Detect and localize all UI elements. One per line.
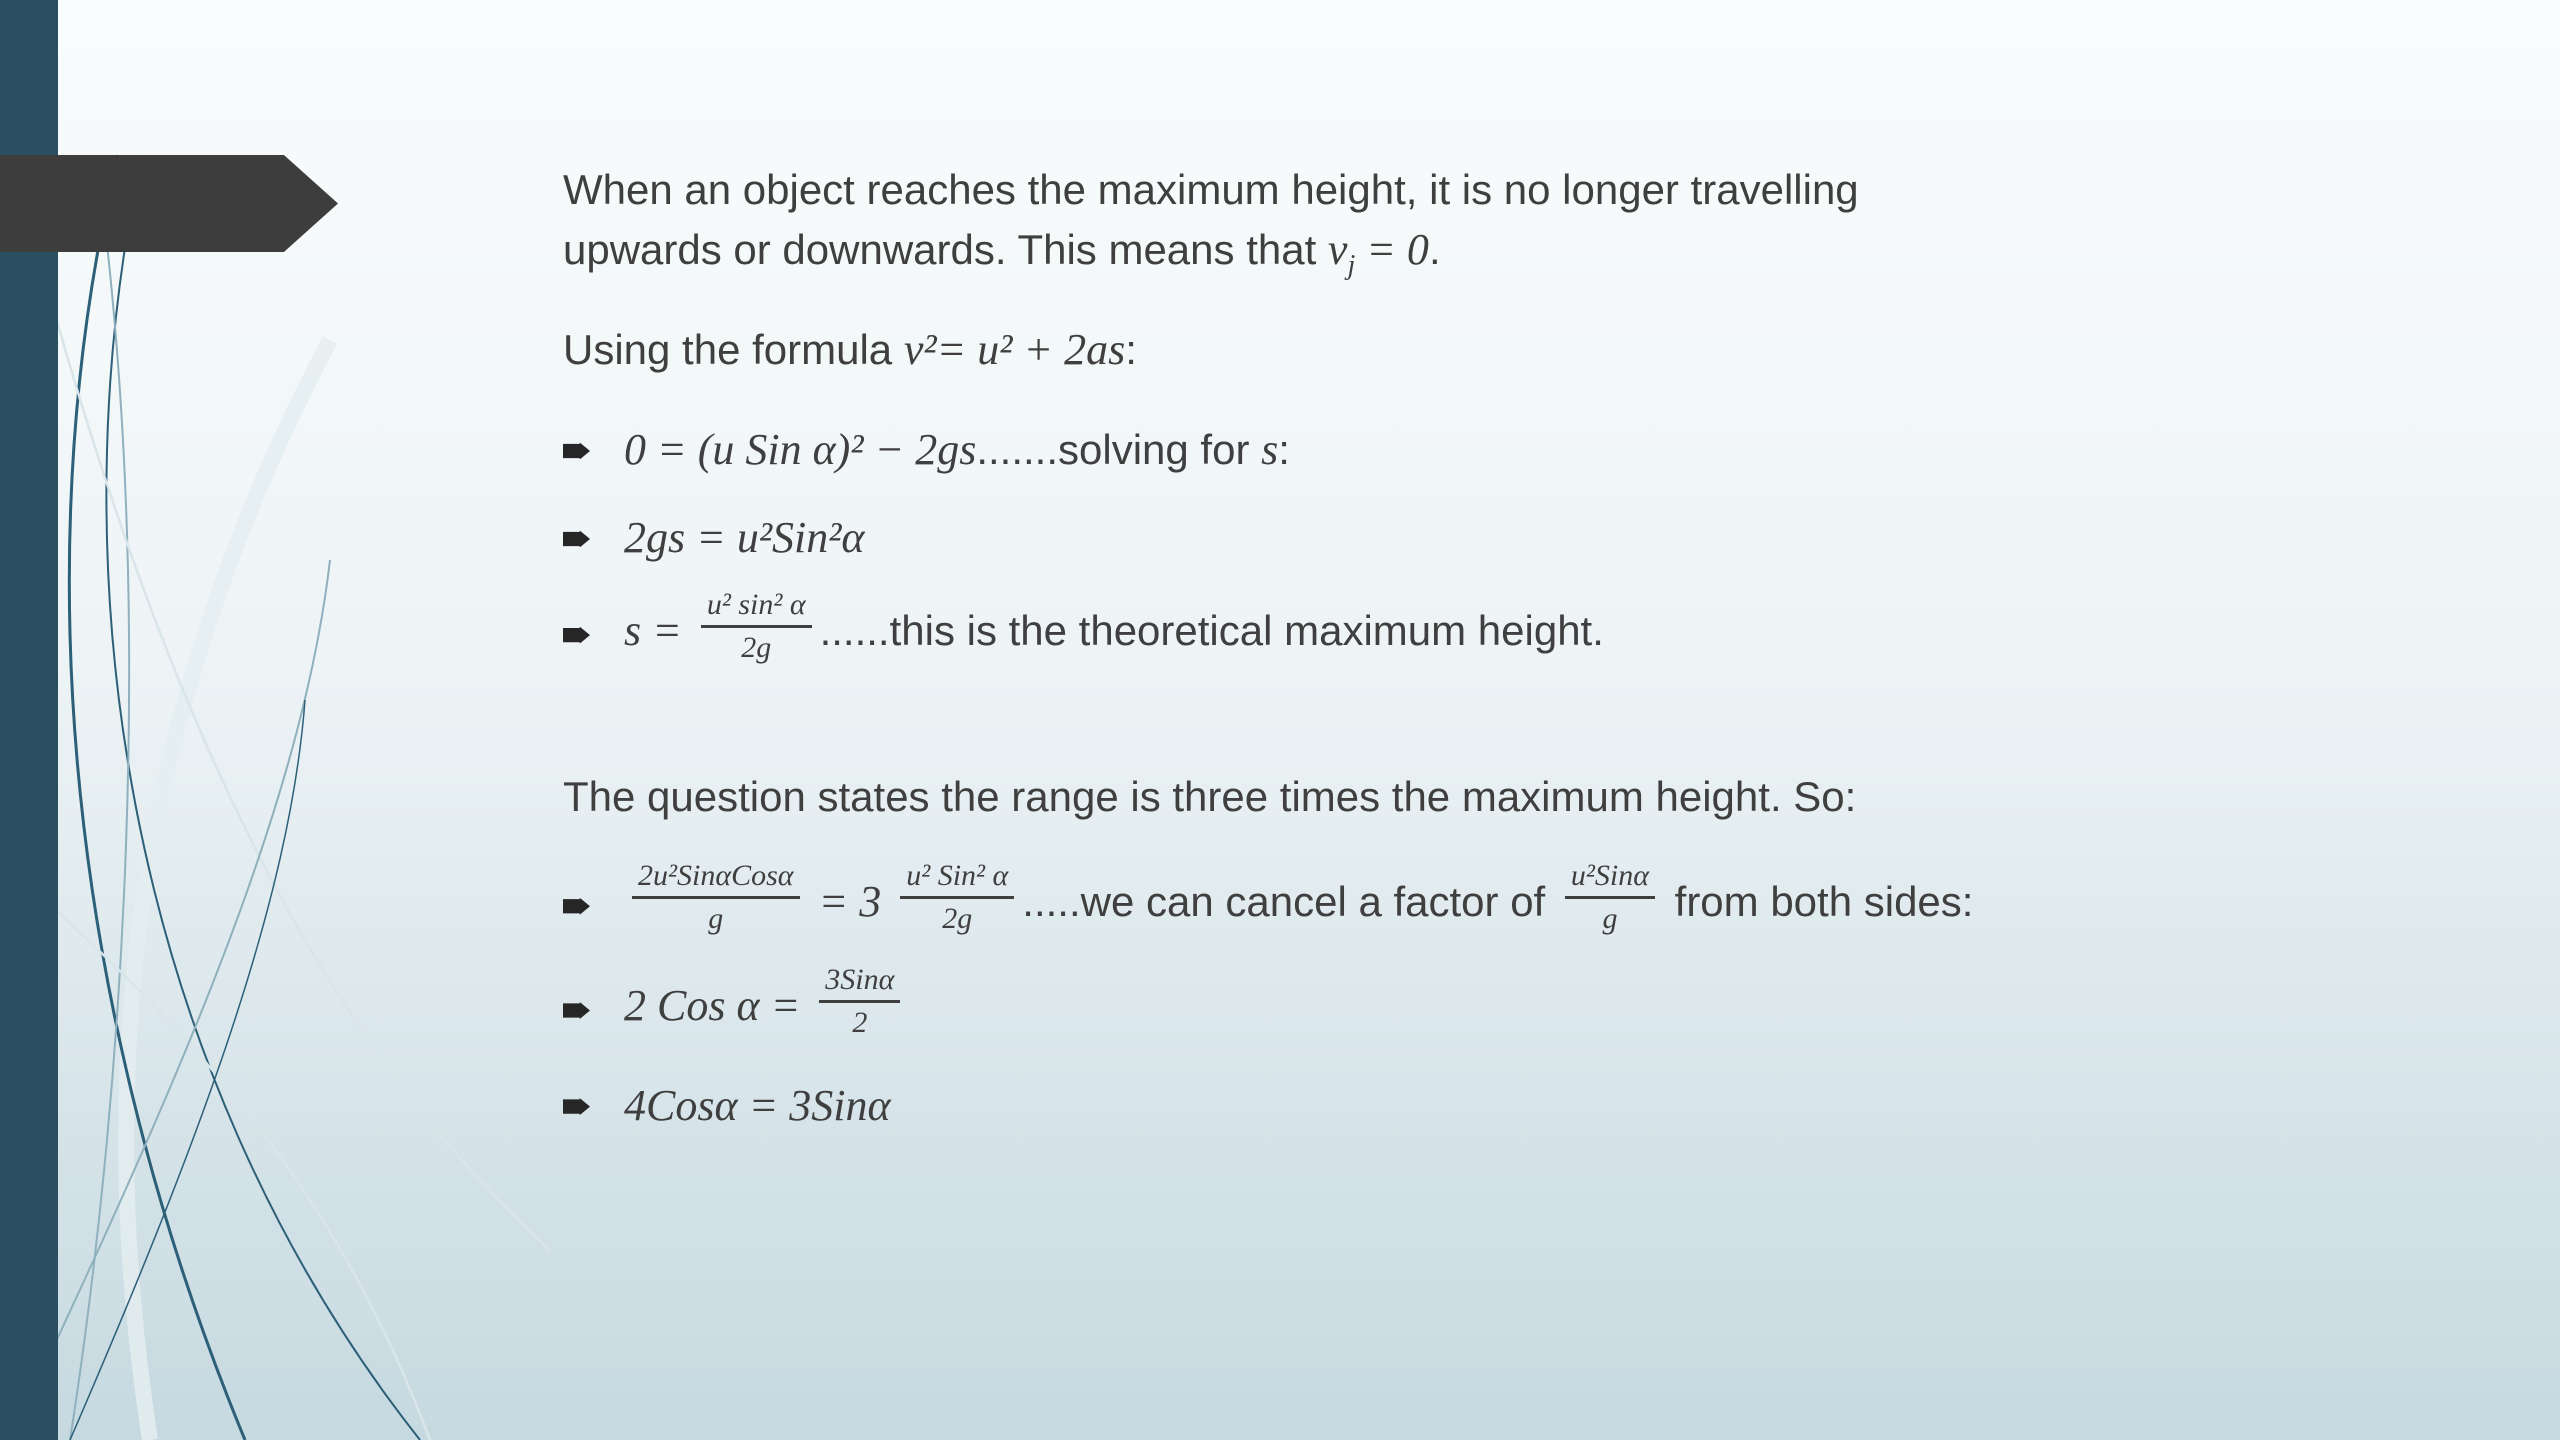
swirl-curve-5 [0, 860, 430, 1440]
fraction-numerator: u²Sinα [1565, 859, 1655, 899]
bullet-arrow-icon [563, 531, 590, 548]
plain-text: .....we can cancel a factor of [1022, 878, 1557, 926]
bullet-item [563, 859, 2503, 943]
math-subscript: j [1347, 250, 1356, 281]
plain-text: : [1125, 326, 1137, 373]
bullet-item [563, 508, 2503, 568]
bullet-text [624, 859, 1974, 943]
math-text: 0 = (u Sin α)² − 2gs [624, 425, 977, 474]
math-text: 4Cosα = 3Sinα [624, 1080, 891, 1130]
fraction [819, 963, 900, 1039]
math-text: = 3 [807, 877, 893, 927]
swirl-curve-6 [10, 560, 330, 1440]
fraction-numerator: 2u²SinαCosα [632, 859, 800, 899]
content-section [563, 767, 2503, 1135]
bullet-arrow-icon [563, 1098, 590, 1115]
math-text: 2 Cos α = [624, 981, 812, 1031]
plain-text: ......this is the theoretical maximum height. [819, 607, 1604, 655]
fraction [701, 588, 812, 664]
swirl-curve-4 [40, 260, 550, 1250]
fraction-denominator: g [1602, 901, 1618, 935]
plain-text: When an object reaches the maximum height, it is no longer travelling [563, 166, 1859, 213]
plain-text: from both sides: [1662, 878, 1974, 926]
bullet-item [563, 588, 2503, 672]
fraction-numerator: u² Sin² α [900, 859, 1014, 899]
plain-text: . [1428, 226, 1441, 273]
fraction [632, 859, 800, 935]
fraction-denominator: 2 [852, 1005, 868, 1039]
bullet-text [624, 588, 1604, 672]
fraction-numerator: 3Sinα [819, 963, 900, 1003]
fraction-denominator: 2g [942, 901, 973, 935]
content-section [563, 160, 2503, 672]
fraction-denominator: 2g [741, 630, 772, 664]
slide-content [563, 160, 2503, 1164]
plain-text: .......solving for [976, 426, 1262, 473]
bullet-text [624, 963, 908, 1047]
header-arrow-shape [0, 155, 338, 252]
plain-text: The question states the range is three times the maximum height. So: [563, 773, 1857, 821]
swirl-curve-1 [69, 155, 245, 1440]
bullet-text [624, 508, 865, 568]
bullet-arrow-icon [563, 898, 590, 915]
fraction-numerator: u² sin² α [701, 588, 812, 628]
bullet-text [624, 1076, 891, 1136]
paragraph [563, 767, 2503, 827]
math-text: v²= u² + 2as [903, 325, 1126, 374]
swirl-curve-7 [70, 700, 305, 1440]
math-text: s = [624, 606, 693, 656]
bullet-text [624, 420, 1290, 480]
bullet-arrow-icon [563, 627, 590, 644]
bullet-arrow-icon [563, 443, 590, 460]
fraction [1565, 859, 1655, 935]
paragraph [563, 320, 2503, 380]
math-text: s [1261, 425, 1279, 474]
plain-text: Using the formula [563, 326, 904, 373]
fraction [900, 859, 1014, 935]
plain-text: : [1278, 426, 1290, 473]
math-text: 2gs = u²Sin²α [624, 513, 865, 562]
bullet-item [563, 420, 2503, 480]
swirl-pale-band [126, 340, 330, 1440]
fraction-denominator: g [708, 901, 724, 935]
swirl-curve-3 [70, 155, 129, 1440]
math-text: = 0 [1355, 225, 1429, 274]
bullet-item [563, 1076, 2503, 1136]
paragraph [563, 160, 2503, 280]
swirl-curve-2 [106, 155, 420, 1440]
bullet-item [563, 963, 2503, 1047]
math-text: v [1327, 225, 1348, 274]
bullet-arrow-icon [563, 1002, 590, 1019]
plain-text: upwards or downwards. This means that [563, 226, 1328, 273]
